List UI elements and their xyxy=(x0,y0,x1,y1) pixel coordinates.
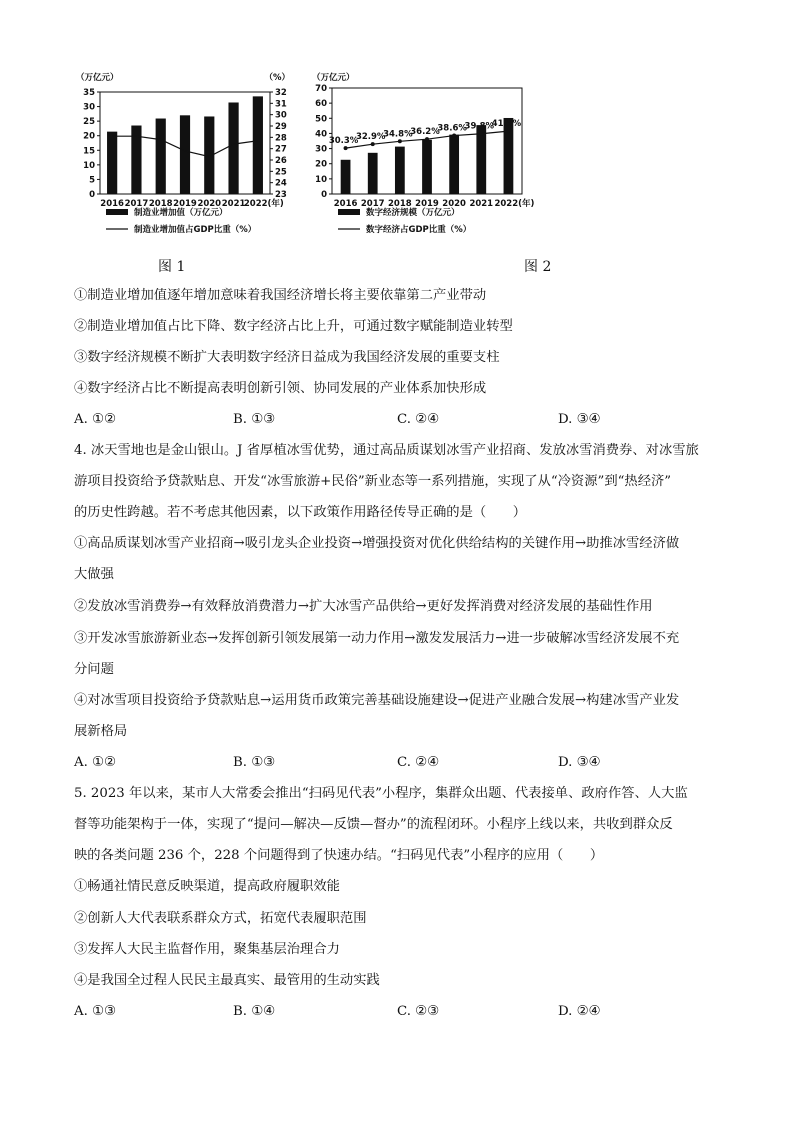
q4-options xyxy=(74,753,734,773)
right-axis-unit: （%） xyxy=(264,73,290,83)
q5-stem-line-1: 5. 2023 年以来，某市人大常委会推出“扫码见代表”小程序，集群众出题、代表接单、政府作答、人大监 xyxy=(74,786,688,801)
bar-digital-economy-scale xyxy=(449,135,459,194)
q4-statement-1-line-2: 大做强 xyxy=(74,567,114,582)
figure-1-svg xyxy=(70,64,310,244)
data-label: 34.8% xyxy=(383,129,413,140)
legend-bar-label: 数字经济规模（万亿元） xyxy=(366,208,460,218)
bar-manufacturing-value xyxy=(228,102,238,194)
left-tick-label: 10 xyxy=(83,160,95,171)
x-tick-label: 2017 xyxy=(360,199,385,209)
q5-options xyxy=(74,1002,734,1022)
q3-statement-2: ②制造业增加值占比下降、数字经济占比上升，可通过数字赋能制造业转型 xyxy=(74,319,513,334)
right-tick-label: 27 xyxy=(275,144,287,155)
q5-option-d[interactable]: D. ②④ xyxy=(558,1004,601,1019)
q3-option-c[interactable]: C. ②④ xyxy=(397,412,439,427)
left-tick-label: 35 xyxy=(83,88,95,98)
right-tick-label: 28 xyxy=(275,133,287,144)
left-tick-label: 20 xyxy=(315,159,327,170)
q5-stem-line-2: 督等功能架构于一体，实现了“提问—解决—反馈—督办”的流程闭环。小程序上线以来，共收到群众反 xyxy=(74,817,673,832)
q3-statement-3: ③数字经济规模不断扩大表明数字经济日益成为我国经济发展的重要支柱 xyxy=(74,350,500,365)
figure-1-caption: 图 1 xyxy=(158,259,186,275)
x-tick-label: 2020 xyxy=(197,199,222,209)
line-point xyxy=(425,137,429,141)
right-tick-label: 32 xyxy=(275,88,287,98)
left-tick-label: 20 xyxy=(83,131,95,142)
q4-statement-4-line-1: ④对冰雪项目投资给予贷款贴息→运用货币政策完善基础设施建设→促进产业融合发展→构建冰雪产业发 xyxy=(74,693,680,708)
q5-option-c[interactable]: C. ②③ xyxy=(397,1004,439,1019)
left-tick-label: 50 xyxy=(315,114,327,125)
q5-statement-3: ③发挥人大民主监督作用，聚集基层治理合力 xyxy=(74,942,340,957)
data-label: 36.2% xyxy=(410,127,440,138)
q4-option-c[interactable]: C. ②④ xyxy=(397,755,439,770)
right-tick-label: 23 xyxy=(275,190,287,200)
bar-manufacturing-value xyxy=(107,132,117,194)
left-tick-label: 30 xyxy=(83,102,95,113)
line-point xyxy=(398,139,402,143)
x-tick-label: 2021 xyxy=(221,199,246,209)
figure-1-chart xyxy=(70,64,310,244)
line-point xyxy=(479,132,483,136)
left-tick-label: 0 xyxy=(89,190,95,200)
legend-bar-label: 制造业增加值（万亿元） xyxy=(134,208,228,218)
q4-option-b[interactable]: B. ①③ xyxy=(233,755,276,770)
q4-option-d[interactable]: D. ③④ xyxy=(558,755,601,770)
right-tick-label: 25 xyxy=(275,167,287,178)
line-point xyxy=(452,134,456,138)
left-tick-label: 40 xyxy=(315,129,327,140)
data-label: 39.8% xyxy=(464,121,495,132)
q4-stem-line-1: 4. 冰天雪地也是金山银山。J 省厚植冰雪优势，通过高品质谋划冰雪产业招商、发放冰雪消费券、对冰雪旅 xyxy=(74,443,699,458)
left-tick-label: 10 xyxy=(315,174,327,185)
figure-2-chart xyxy=(306,64,546,244)
data-label: 38.6% xyxy=(437,123,467,134)
q5-statement-4: ④是我国全过程人民民主最真实、最管用的生动实践 xyxy=(74,973,380,988)
x-tick-label: 2016 xyxy=(333,199,358,209)
legend-line-label: 数字经济占GDP比重（%） xyxy=(366,225,472,235)
line-point xyxy=(344,146,348,150)
q3-statement-4: ④数字经济占比不断提高表明创新引领、协同发展的产业体系加快形成 xyxy=(74,381,487,396)
left-tick-label: 0 xyxy=(321,190,327,200)
left-tick-label: 70 xyxy=(315,84,327,94)
left-tick-label: 15 xyxy=(83,146,95,157)
left-tick-label: 25 xyxy=(83,117,95,128)
right-tick-label: 29 xyxy=(275,122,287,132)
q5-statement-2: ②创新人大代表联系群众方式，拓宽代表履职范围 xyxy=(74,911,367,926)
bar-manufacturing-value xyxy=(156,119,166,194)
q3-statement-1: ①制造业增加值逐年增加意味着我国经济增长将主要依靠第二产业带动 xyxy=(74,288,487,303)
q4-statement-3-line-1: ③开发冰雪旅游新业态→发挥创新引领发展第一动力作用→激发发展活力→进一步破解冰雪经济发展不充 xyxy=(74,631,680,646)
q4-option-a[interactable]: A. ①② xyxy=(74,755,116,770)
right-tick-label: 24 xyxy=(275,178,287,189)
legend-line-label: 制造业增加值占GDP比重（%） xyxy=(134,225,257,235)
x-tick-label: 2020 xyxy=(442,199,466,209)
q3-options xyxy=(74,410,734,430)
data-label: 41.5% xyxy=(491,119,522,130)
q4-stem-line-2: 游项目投资给予贷款贴息、开发“冰雪旅游+民俗”新业态等一系列措施，实现了从“冷资源”到“热经济” xyxy=(74,474,672,489)
x-tick-label: 2016 xyxy=(100,199,124,209)
q4-stem-line-3: 的历史性跨越。若不考虑其他因素，以下政策作用路径传导正确的是（ ） xyxy=(74,505,527,520)
q4-statement-3-line-2: 分问题 xyxy=(74,662,114,677)
q3-option-a[interactable]: A. ①② xyxy=(74,412,116,427)
q3-option-b[interactable]: B. ①③ xyxy=(233,412,276,427)
line-point xyxy=(506,129,510,133)
figure-2-caption: 图 2 xyxy=(524,259,552,275)
x-tick-label: 2019 xyxy=(173,199,197,209)
data-label: 32.9% xyxy=(355,132,386,143)
bar-digital-economy-scale xyxy=(422,140,432,194)
data-label: 30.3% xyxy=(328,136,359,147)
bar-manufacturing-value xyxy=(253,96,263,194)
figure-2-svg xyxy=(306,64,546,244)
right-tick-label: 26 xyxy=(275,156,287,166)
q4-statement-4-line-2: 展新格局 xyxy=(74,724,128,739)
bar-digital-economy-scale xyxy=(341,160,351,194)
left-tick-label: 30 xyxy=(315,144,327,155)
bar-digital-economy-scale xyxy=(395,147,405,194)
left-axis-unit: （万亿元） xyxy=(312,73,355,83)
left-tick-label: 5 xyxy=(89,175,95,186)
left-tick-label: 60 xyxy=(315,99,327,110)
q4-statement-2: ②发放冰雪消费券→有效释放消费潜力→扩大冰雪产品供给→更好发挥消费对经济发展的基础性作用 xyxy=(74,599,653,614)
x-tick-label: 2018 xyxy=(388,199,412,209)
q5-statement-1: ①畅通社情民意反映渠道，提高政府履职效能 xyxy=(74,879,340,894)
right-tick-label: 30 xyxy=(275,110,287,121)
bar-digital-economy-scale xyxy=(368,153,378,194)
x-tick-label: 2021 xyxy=(469,199,494,209)
left-axis-unit: （万亿元） xyxy=(76,73,119,83)
x-tick-label: 2019 xyxy=(415,199,439,209)
q3-option-d[interactable]: D. ③④ xyxy=(558,412,601,427)
legend-bar-swatch xyxy=(338,209,360,215)
q5-option-b[interactable]: B. ①④ xyxy=(233,1004,276,1019)
bar-manufacturing-value xyxy=(180,115,190,194)
x-tick-label: 2017 xyxy=(124,199,149,209)
q5-stem-line-3: 映的各类问题 236 个，228 个问题得到了快速办结。“扫码见代表”小程序的应用（ ） xyxy=(74,848,604,863)
x-tick-label: 2022(年) xyxy=(494,199,535,209)
q5-option-a[interactable]: A. ①③ xyxy=(74,1004,116,1019)
line-point xyxy=(371,142,375,146)
x-tick-label: 2022(年) xyxy=(243,199,284,209)
right-tick-label: 31 xyxy=(275,99,287,110)
q4-statement-1-line-1: ①高品质谋划冰雪产业招商→吸引龙头企业投资→增强投资对优化供给结构的关键作用→助推冰雪经济做 xyxy=(74,536,680,551)
legend-bar-swatch xyxy=(106,209,128,215)
x-tick-label: 2018 xyxy=(148,199,173,209)
